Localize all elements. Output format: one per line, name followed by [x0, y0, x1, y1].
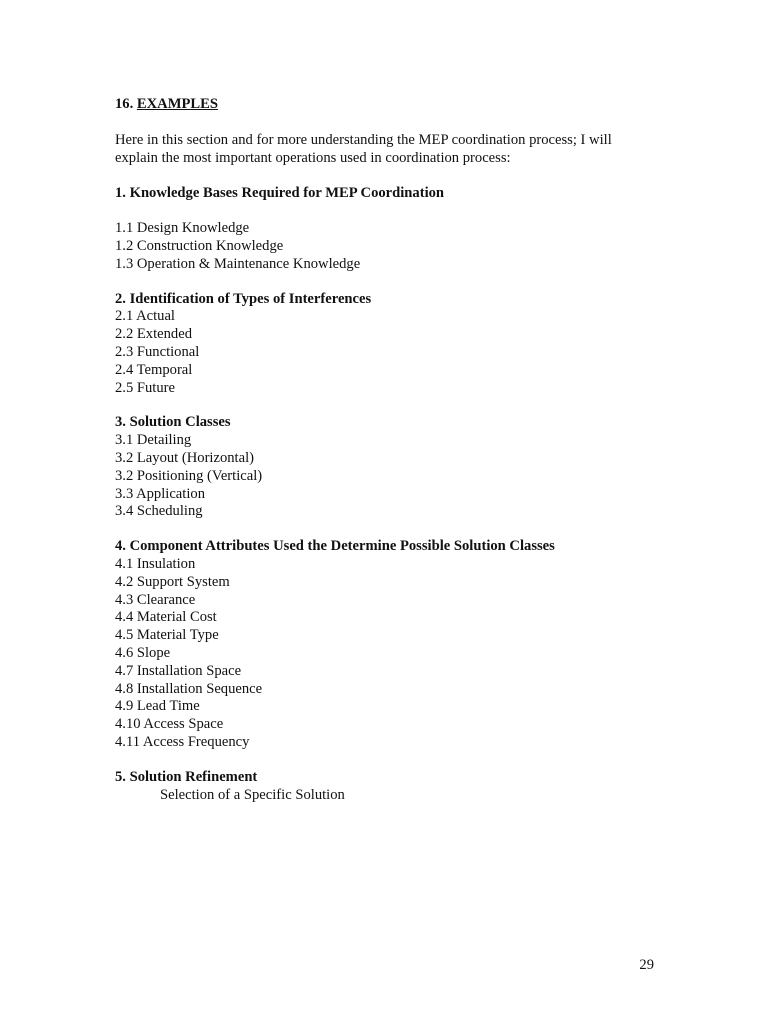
spacer	[115, 203, 655, 220]
group-heading-solution-refinement: 5. Solution Refinement	[115, 768, 258, 785]
list-item: 4.1 Insulation	[115, 555, 196, 572]
list-item: 1.3 Operation & Maintenance Knowledge	[115, 255, 361, 272]
list-item: 4.4 Material Cost	[115, 609, 217, 626]
intro-line-1: Here in this section and for more understanding the MEP coordination process; I will	[115, 131, 612, 148]
list-item: 2.1 Actual	[115, 308, 175, 325]
list-item: 3.3 Application	[115, 485, 205, 502]
section-title: EXAMPLES	[136, 96, 218, 112]
spacer	[115, 114, 655, 132]
list-item: 2.5 Future	[115, 379, 175, 396]
page-number: 29	[639, 957, 654, 973]
list-item: 4.2 Support System	[115, 573, 230, 590]
group-heading-interferences: 2. Identification of Types of Interferences	[115, 290, 372, 307]
list-item: 4.3 Clearance	[115, 591, 196, 608]
group-heading-component-attributes: 4. Component Attributes Used the Determine Possible Solution Classes	[115, 538, 555, 555]
list-item: 4.9 Lead Time	[115, 698, 200, 715]
list-item: 3.1 Detailing	[115, 432, 192, 449]
spacer	[115, 397, 655, 414]
spacer	[115, 274, 655, 291]
list-item: 2.2 Extended	[115, 326, 193, 343]
list-item: 3.2 Layout (Horizontal)	[115, 449, 255, 466]
section-heading	[115, 96, 655, 114]
intro-line-2: explain the most important operations used in coordination process:	[115, 149, 511, 166]
list-item: 4.11 Access Frequency	[115, 733, 250, 750]
list-item: 3.2 Positioning (Vertical)	[115, 467, 263, 484]
list-item: 4.6 Slope	[115, 644, 171, 661]
indented-text: Selection of a Specific Solution	[160, 786, 345, 803]
list-item: 4.8 Installation Sequence	[115, 680, 263, 697]
group-heading-knowledge-bases: 1. Knowledge Bases Required for MEP Coordination	[115, 185, 445, 202]
spacer	[115, 752, 655, 769]
list-item: 2.4 Temporal	[115, 361, 193, 378]
list-item: 4.10 Access Space	[115, 716, 224, 733]
intro-paragraph	[115, 132, 655, 168]
list-item: 1.1 Design Knowledge	[115, 220, 250, 237]
page-content	[115, 96, 655, 804]
list-item: 4.5 Material Type	[115, 627, 219, 644]
list-item: 1.2 Construction Knowledge	[115, 237, 284, 254]
list-item: 2.3 Functional	[115, 343, 200, 360]
list-item: 4.7 Installation Space	[115, 662, 242, 679]
list-item: 3.4 Scheduling	[115, 503, 203, 520]
section-number: 16.	[115, 96, 134, 112]
group-heading-solution-classes: 3. Solution Classes	[115, 414, 231, 431]
spacer	[115, 167, 655, 185]
spacer	[115, 521, 655, 538]
